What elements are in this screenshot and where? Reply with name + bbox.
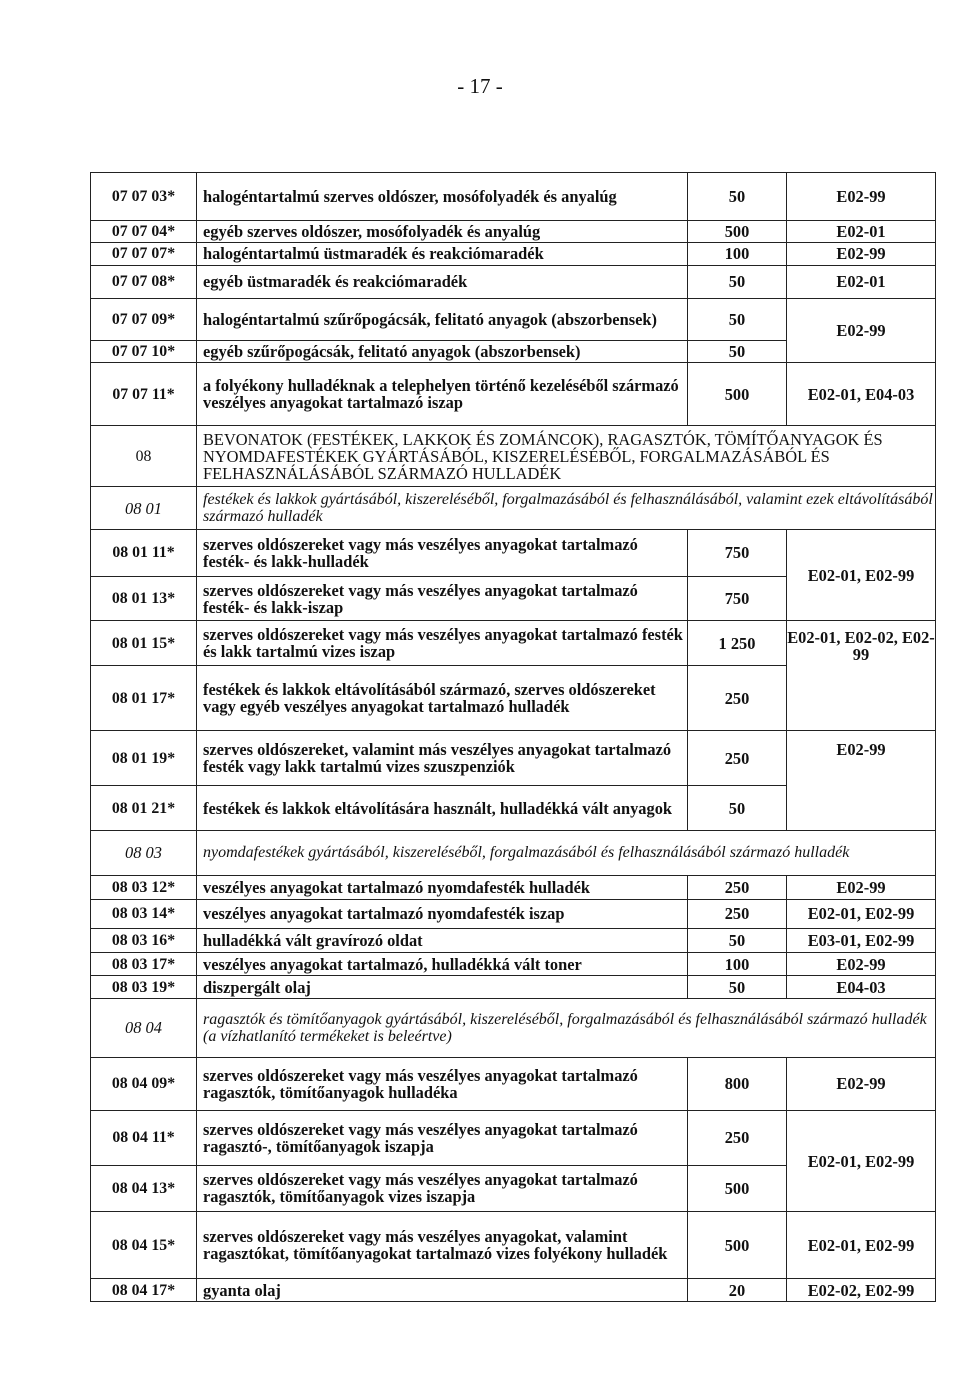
table-row bbox=[91, 1279, 936, 1302]
waste-description: szerves oldószereket vagy más veszélyes anyagokat tartalmazó festék- és lakk-hulladék bbox=[197, 529, 688, 576]
table-row bbox=[91, 220, 936, 242]
treatment-code: E02-01 bbox=[787, 265, 936, 299]
quantity: 50 bbox=[688, 786, 787, 831]
table-row bbox=[91, 1110, 936, 1165]
waste-description: halogéntartalmú szűrőpogácsák, felitató anyagok (abszorbensek) bbox=[197, 299, 688, 341]
treatment-code: E02-99 bbox=[787, 731, 936, 831]
quantity: 500 bbox=[688, 220, 787, 242]
waste-description: szerves oldószereket vagy más veszélyes anyagokat tartalmazó festék és lakk tartalmú vizes iszap bbox=[197, 621, 688, 666]
subchapter-heading: festékek és lakkok gyártásából, kiszereléséből, forgalmazásából és felhasználásából, valamint ezek eltávolításából származó hulladék bbox=[197, 487, 936, 530]
quantity: 750 bbox=[688, 576, 787, 621]
quantity: 100 bbox=[688, 953, 787, 976]
quantity: 250 bbox=[688, 666, 787, 731]
table-row bbox=[91, 529, 936, 576]
table-row bbox=[91, 299, 936, 341]
table-row bbox=[91, 953, 936, 976]
waste-description: gyanta olaj bbox=[197, 1279, 688, 1302]
waste-description: diszpergált olaj bbox=[197, 976, 688, 998]
waste-description: hulladékká vált gravírozó oldat bbox=[197, 928, 688, 952]
quantity: 750 bbox=[688, 529, 787, 576]
subchapter-heading: nyomdafestékek gyártásából, kiszereléséből, forgalmazásából és felhasználásából származó hulladék bbox=[197, 831, 936, 876]
waste-code: 08 04 09* bbox=[91, 1057, 197, 1110]
table-row bbox=[91, 900, 936, 928]
table-row bbox=[91, 1057, 936, 1110]
quantity: 800 bbox=[688, 1057, 787, 1110]
waste-code: 08 01 bbox=[91, 487, 197, 530]
treatment-code: E02-01, E02-99 bbox=[787, 900, 936, 928]
waste-description: szerves oldószereket vagy más veszélyes anyagokat, valamint ragasztókat, tömítőanyagokat tartalmazó vizes folyékony hulladék bbox=[197, 1212, 688, 1279]
table-row bbox=[91, 731, 936, 786]
table-row bbox=[91, 173, 936, 221]
waste-description: halogéntartalmú üstmaradék és reakciómaradék bbox=[197, 243, 688, 265]
quantity: 50 bbox=[688, 265, 787, 299]
waste-description: szerves oldószereket vagy más veszélyes anyagokat tartalmazó ragasztók, tömítőanyagok vizes iszapja bbox=[197, 1165, 688, 1212]
waste-code: 07 07 08* bbox=[91, 265, 197, 299]
waste-code: 08 01 21* bbox=[91, 786, 197, 831]
waste-description: szerves oldószereket vagy más veszélyes anyagokat tartalmazó ragasztó-, tömítőanyagok iszapja bbox=[197, 1110, 688, 1165]
treatment-code: E02-01, E02-99 bbox=[787, 529, 936, 621]
quantity: 50 bbox=[688, 928, 787, 952]
waste-code: 08 03 19* bbox=[91, 976, 197, 998]
waste-description: veszélyes anyagokat tartalmazó, hulladékká vált toner bbox=[197, 953, 688, 976]
quantity: 250 bbox=[688, 875, 787, 899]
waste-code: 08 01 17* bbox=[91, 666, 197, 731]
subchapter-heading-row bbox=[91, 487, 936, 530]
waste-code: 08 04 15* bbox=[91, 1212, 197, 1279]
treatment-code: E02-99 bbox=[787, 953, 936, 976]
waste-code: 08 01 15* bbox=[91, 621, 197, 666]
quantity: 1 250 bbox=[688, 621, 787, 666]
waste-description: a folyékony hulladéknak a telephelyen történő kezeléséből származó veszélyes anyagokat tartalmazó iszap bbox=[197, 363, 688, 426]
chapter-heading-row bbox=[91, 426, 936, 487]
waste-code: 08 01 19* bbox=[91, 731, 197, 786]
quantity: 50 bbox=[688, 173, 787, 221]
waste-code: 08 03 17* bbox=[91, 953, 197, 976]
waste-code: 08 03 12* bbox=[91, 875, 197, 899]
waste-description: szerves oldószereket, valamint más veszélyes anyagokat tartalmazó festék vagy lakk tartalmú vizes szuszpenziók bbox=[197, 731, 688, 786]
waste-description: egyéb üstmaradék és reakciómaradék bbox=[197, 265, 688, 299]
waste-description: festékek és lakkok eltávolításából származó, szerves oldószereket vagy egyéb veszélyes anyagokat tartalmazó hulladék bbox=[197, 666, 688, 731]
table-row bbox=[91, 1212, 936, 1279]
treatment-code: E02-01, E02-99 bbox=[787, 1110, 936, 1212]
waste-description: szerves oldószereket vagy más veszélyes anyagokat tartalmazó festék- és lakk-iszap bbox=[197, 576, 688, 621]
table-row bbox=[91, 243, 936, 265]
waste-code: 07 07 04* bbox=[91, 220, 197, 242]
waste-description: szerves oldószereket vagy más veszélyes anyagokat tartalmazó ragasztók, tömítőanyagok hulladéka bbox=[197, 1057, 688, 1110]
waste-code: 08 04 13* bbox=[91, 1165, 197, 1212]
waste-code: 07 07 09* bbox=[91, 299, 197, 341]
treatment-code: E02-01 bbox=[787, 220, 936, 242]
waste-code: 07 07 11* bbox=[91, 363, 197, 426]
waste-code: 07 07 07* bbox=[91, 243, 197, 265]
quantity: 50 bbox=[688, 976, 787, 998]
table-row bbox=[91, 875, 936, 899]
waste-description: veszélyes anyagokat tartalmazó nyomdafesték hulladék bbox=[197, 875, 688, 899]
treatment-code: E02-01, E02-99 bbox=[787, 1212, 936, 1279]
quantity: 500 bbox=[688, 1212, 787, 1279]
treatment-code: E02-02, E02-99 bbox=[787, 1279, 936, 1302]
subchapter-heading-row bbox=[91, 998, 936, 1057]
treatment-code: E02-99 bbox=[787, 243, 936, 265]
subchapter-heading: ragasztók és tömítőanyagok gyártásából, kiszereléséből, forgalmazásából és felhasználásából származó hulladék (a vízhatlanító termékeket is beleértve) bbox=[197, 998, 936, 1057]
waste-code: 08 01 13* bbox=[91, 576, 197, 621]
waste-description: festékek és lakkok eltávolítására használt, hulladékká vált anyagok bbox=[197, 786, 688, 831]
table-row bbox=[91, 363, 936, 426]
treatment-code: E04-03 bbox=[787, 976, 936, 998]
quantity: 250 bbox=[688, 900, 787, 928]
waste-description: egyéb szerves oldószer, mosófolyadék és anyalúg bbox=[197, 220, 688, 242]
treatment-code: E02-01, E02-02, E02-99 bbox=[787, 621, 936, 731]
table-row bbox=[91, 621, 936, 666]
table-row bbox=[91, 976, 936, 998]
waste-code: 08 04 11* bbox=[91, 1110, 197, 1165]
treatment-code: E02-99 bbox=[787, 1057, 936, 1110]
waste-description: egyéb szűrőpogácsák, felitató anyagok (abszorbensek) bbox=[197, 340, 688, 362]
quantity: 500 bbox=[688, 363, 787, 426]
waste-code: 08 04 17* bbox=[91, 1279, 197, 1302]
page-number: - 17 - bbox=[457, 74, 503, 98]
treatment-code: E02-99 bbox=[787, 875, 936, 899]
table-row bbox=[91, 265, 936, 299]
waste-description: halogéntartalmú szerves oldószer, mosófolyadék és anyalúg bbox=[197, 173, 688, 221]
subchapter-heading-row bbox=[91, 831, 936, 876]
treatment-code: E02-01, E04-03 bbox=[787, 363, 936, 426]
waste-code: 07 07 10* bbox=[91, 340, 197, 362]
waste-code: 08 04 bbox=[91, 998, 197, 1057]
quantity: 50 bbox=[688, 299, 787, 341]
treatment-code: E03-01, E02-99 bbox=[787, 928, 936, 952]
waste-code: 07 07 03* bbox=[91, 173, 197, 221]
waste-description: veszélyes anyagokat tartalmazó nyomdafesték iszap bbox=[197, 900, 688, 928]
chapter-heading: BEVONATOK (FESTÉKEK, LAKKOK ÉS ZOMÁNCOK), RAGASZTÓK, TÖMÍTŐANYAGOK ÉS NYOMDAFESTÉKEK GYÁRTÁSÁBÓL, KISZERELÉSÉBŐL, FORGALMAZÁSÁBÓL ÉS FELHASZNÁLÁSÁBÓL SZÁRMAZÓ HULLADÉK bbox=[197, 426, 936, 487]
waste-code: 08 03 14* bbox=[91, 900, 197, 928]
quantity: 250 bbox=[688, 731, 787, 786]
waste-code: 08 01 11* bbox=[91, 529, 197, 576]
quantity: 100 bbox=[688, 243, 787, 265]
quantity: 50 bbox=[688, 340, 787, 362]
waste-code-table bbox=[90, 172, 936, 1302]
waste-code: 08 bbox=[91, 426, 197, 487]
quantity: 20 bbox=[688, 1279, 787, 1302]
quantity: 500 bbox=[688, 1165, 787, 1212]
waste-code: 08 03 16* bbox=[91, 928, 197, 952]
treatment-code: E02-99 bbox=[787, 173, 936, 221]
table-row bbox=[91, 928, 936, 952]
quantity: 250 bbox=[688, 1110, 787, 1165]
waste-code: 08 03 bbox=[91, 831, 197, 876]
treatment-code: E02-99 bbox=[787, 299, 936, 363]
